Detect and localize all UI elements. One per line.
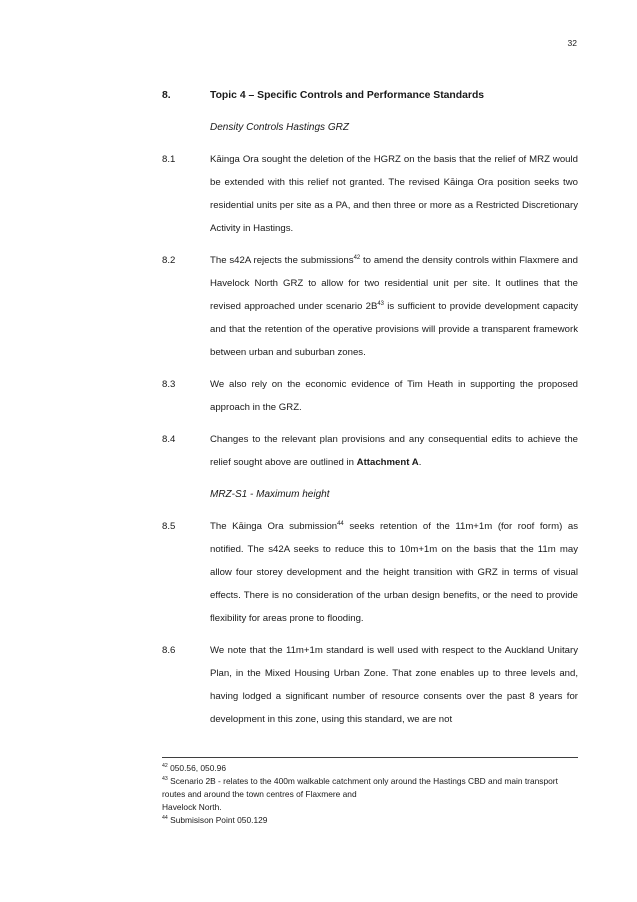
paragraph-8-3 [162,373,578,419]
footnote-section [162,757,578,827]
paragraph-number: 8.3 [162,379,176,390]
footnote-marker-43: 43 [162,776,168,783]
footnote-line: $^{42}$ 050.56, 050.96 [162,763,226,773]
subheading-mrz-s1: MRZ-S1 - Maximum height [210,489,330,500]
footnote-ref-43: 43 [377,300,384,307]
paragraph-text: Kāinga Ora sought the deletion of the HGRZ on the basis that the relief of MRZ would be extended with this relief not granted. The revised Kāinga Ora position seeks two residential units per site as a PA, and then three or more as a Restricted Discretionary Activity in Hastings. [210,154,578,234]
paragraph-number: 8.5 [162,521,176,532]
paragraph-text: The Kāinga Ora submission$^{44}$ seeks retention of the 11m+1m (for roof form) as notified. The s42A seeks to reduce this to 10m+1m on the basis that the 11m may allow four storey development and the height transition with GRZ in terms of visual effects. There is no consideration of the urban design benefits, or the need to provide flexibility for areas prone to flooding. [210,520,578,624]
document-content [162,84,578,740]
footnote-ref-44: 44 [337,520,344,527]
paragraph-text: The s42A rejects the submissions$^{42}$ to amend the density controls within Flaxmere and Havelock North GRZ to allow for two residential unit per site. It outlines that the revised approached under scenario $2B^{43}$ is sufficient to provide development capacity and that the retention of the operative provisions will provide a transparent framework between urban and suburban zones. [210,254,578,358]
subheading-density-controls: Density Controls Hastings GRZ [210,122,349,133]
paragraph-group-density [162,148,578,474]
section-number: 8. [162,90,171,101]
footnote-line: $^{44}$ Submisison Point 050.129 [162,815,268,825]
section-heading [162,84,578,107]
paragraph-number: 8.1 [162,154,176,165]
paragraph-text: We also rely on the economic evidence of Tim Heath in supporting the proposed approach in the GRZ. [210,379,578,413]
paragraph-text: We note that the 11m+1m standard is well used with respect to the Auckland Unitary Plan, in the Mixed Housing Urban Zone. That zone enables up to three levels and, having lodged a significant number of resource consents over the past 8 years for development in this zone, using this standard, we are not [210,645,578,725]
paragraph-group-max-height [162,515,578,731]
footnote-list [162,762,578,827]
footnote-marker-44: 44 [162,815,168,822]
footnote-43 [162,775,578,814]
paragraph-number: 8.6 [162,645,176,656]
footnote-line: Havelock North. [162,802,222,812]
section-title: Topic 4 – Specific Controls and Performance Standards [210,90,485,101]
bold-text: Attachment A [356,457,419,468]
paragraph-8-5 [162,515,578,630]
footnote-marker-42: 42 [162,763,168,770]
footnote-separator [162,757,578,758]
paragraph-number: 8.4 [162,434,176,445]
footnote-line: $^{43}$ Scenario 2B - relates to the 400m walkable catchment only around the Hastings CBD and main transport routes and around the town centres of Flaxmere and [162,776,558,799]
footnote-44 [162,814,578,827]
paragraph-number: 8.2 [162,255,176,266]
paragraph-8-6 [162,639,578,731]
paragraph-8-4 [162,428,578,474]
page-number: 32 [567,38,577,48]
footnote-ref-42: 42 [353,254,361,261]
paragraph-8-1 [162,148,578,240]
paragraph-8-2 [162,249,578,364]
paragraph-text: Changes to the relevant plan provisions and any consequential edits to achieve the relief sought above are outlined in Attachment A. [210,434,578,468]
footnote-42 [162,762,578,775]
